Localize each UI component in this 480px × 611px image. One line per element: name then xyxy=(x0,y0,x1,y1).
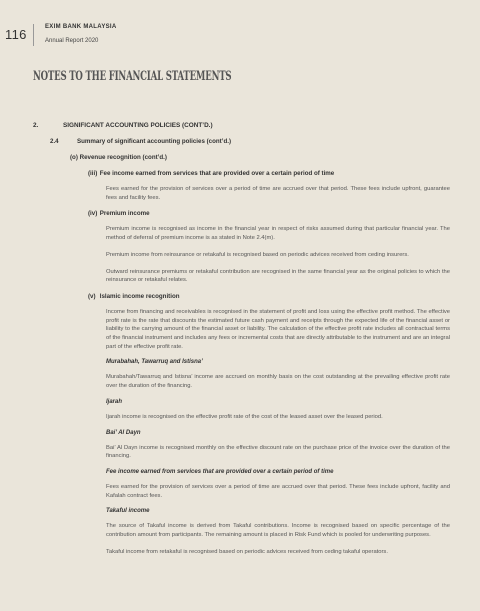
item-v-heading xyxy=(88,293,450,300)
paragraph: The source of Takaful income is derived from Takaful contributions. Income is recognised based on specific percentage of the contribution amount from participants. The remaining amount is placed in Risk Fund which is pooled for underwriting purposes. xyxy=(106,523,450,539)
item-iv-body xyxy=(106,225,450,285)
header-divider xyxy=(33,24,34,46)
paragraph: Ijarah income is recognised on the effective profit rate of the cost of the leased asset over the leased period. xyxy=(106,413,383,420)
note-title: SIGNIFICANT ACCOUNTING POLICIES (CONT’D.) xyxy=(63,122,213,129)
paragraph: Fees earned for the provision of services over a period of time are accrued over that period. These fees include upfront, facility and Kafalah contract fees. xyxy=(106,483,450,499)
item-v-body xyxy=(106,308,450,557)
paragraph: Income from financing and receivables is recognised in the statement of profit and loss using the effective profit method. The effective profit rate is the rate that discounts the estimated future cash payment and receipts through the expected life of the financial asset or liability to the carrying amount of the financial asset or liability. The calculation of the effective profit rate includes all contractual terms of the financial instrument and includes any fees or incremental costs that are directly attributable to the instrument and are an integral part of the effective profit rate. xyxy=(106,308,450,350)
item-iv-number: (iv) xyxy=(88,210,98,218)
item-iv-heading xyxy=(88,210,450,217)
section-title: NOTES TO THE FINANCIAL STATEMENTS xyxy=(33,69,232,84)
paragraph: Premium income from reinsurance or retakaful is recognised based on periodic advices received from ceding insurers. xyxy=(106,251,409,258)
item-v-title: Islamic income recognition xyxy=(99,292,180,300)
note-heading xyxy=(33,122,450,129)
organization-name: EXIM BANK MALAYSIA xyxy=(45,24,117,30)
item-v-number: (v) xyxy=(88,292,96,300)
subsection-heading-takaful: Takaful income xyxy=(106,508,150,515)
page-number: 116 xyxy=(5,27,27,42)
subsection-heading-bai-al-dayn: Bai’ Al Dayn xyxy=(106,429,141,436)
subsection-heading-murabahah: Murabahah, Tawarruq and Istisna’ xyxy=(106,359,203,366)
paragraph: Murabahah/Tawarruq and Istisna’ income are accrued on monthly basis on the cost outstanding at the prevailing effective profit rate over the duration of the financing. xyxy=(106,374,450,390)
item-iii-number: (iii) xyxy=(88,170,98,177)
subsection-heading-ijarah: Ijarah xyxy=(106,398,123,405)
report-title: Annual Report 2020 xyxy=(45,38,99,44)
subnote-number: 2.4 xyxy=(50,138,59,145)
item-heading: (o) Revenue recognition (cont’d.) xyxy=(70,154,167,161)
paragraph: Fees earned for the provision of services over a period of time are accrued over that period. These fees include upfront, guarantee fees and facility fees. xyxy=(106,186,450,201)
paragraph: Bai’ Al Dayn income is recognised monthly on the effective discount rate on the purchase price of the invoice over the duration of the financing. xyxy=(106,444,450,460)
paragraph: Premium income is recognised as income in the financial year in respect of risks assumed during that particular financial year. The method of deferral of premium income is as stated in Note 2.4(m). xyxy=(106,226,450,242)
item-iii-title: Fee income earned from services that are provided over a certain period of time xyxy=(99,170,335,177)
subnote-title: Summary of significant accounting policies (cont’d.) xyxy=(77,138,232,145)
subsection-heading-fee-income: Fee income earned from services that are provided over a certain period of time xyxy=(106,468,334,475)
item-iii-heading xyxy=(88,170,450,177)
paragraph: Outward reinsurance premiums or retakaful contribution are recognised in the same financial year as the original policies to which the reinsurance or retakaful relates. xyxy=(106,268,450,284)
note-number: 2. xyxy=(33,122,39,129)
item-iv-title: Premium income xyxy=(99,210,150,218)
notes-content xyxy=(33,122,450,564)
subnote-heading xyxy=(50,138,450,145)
paragraph: Takaful income from retakaful is recognised based on periodic advices received from ceding takaful operators. xyxy=(106,548,388,555)
item-iii-body xyxy=(106,185,450,202)
